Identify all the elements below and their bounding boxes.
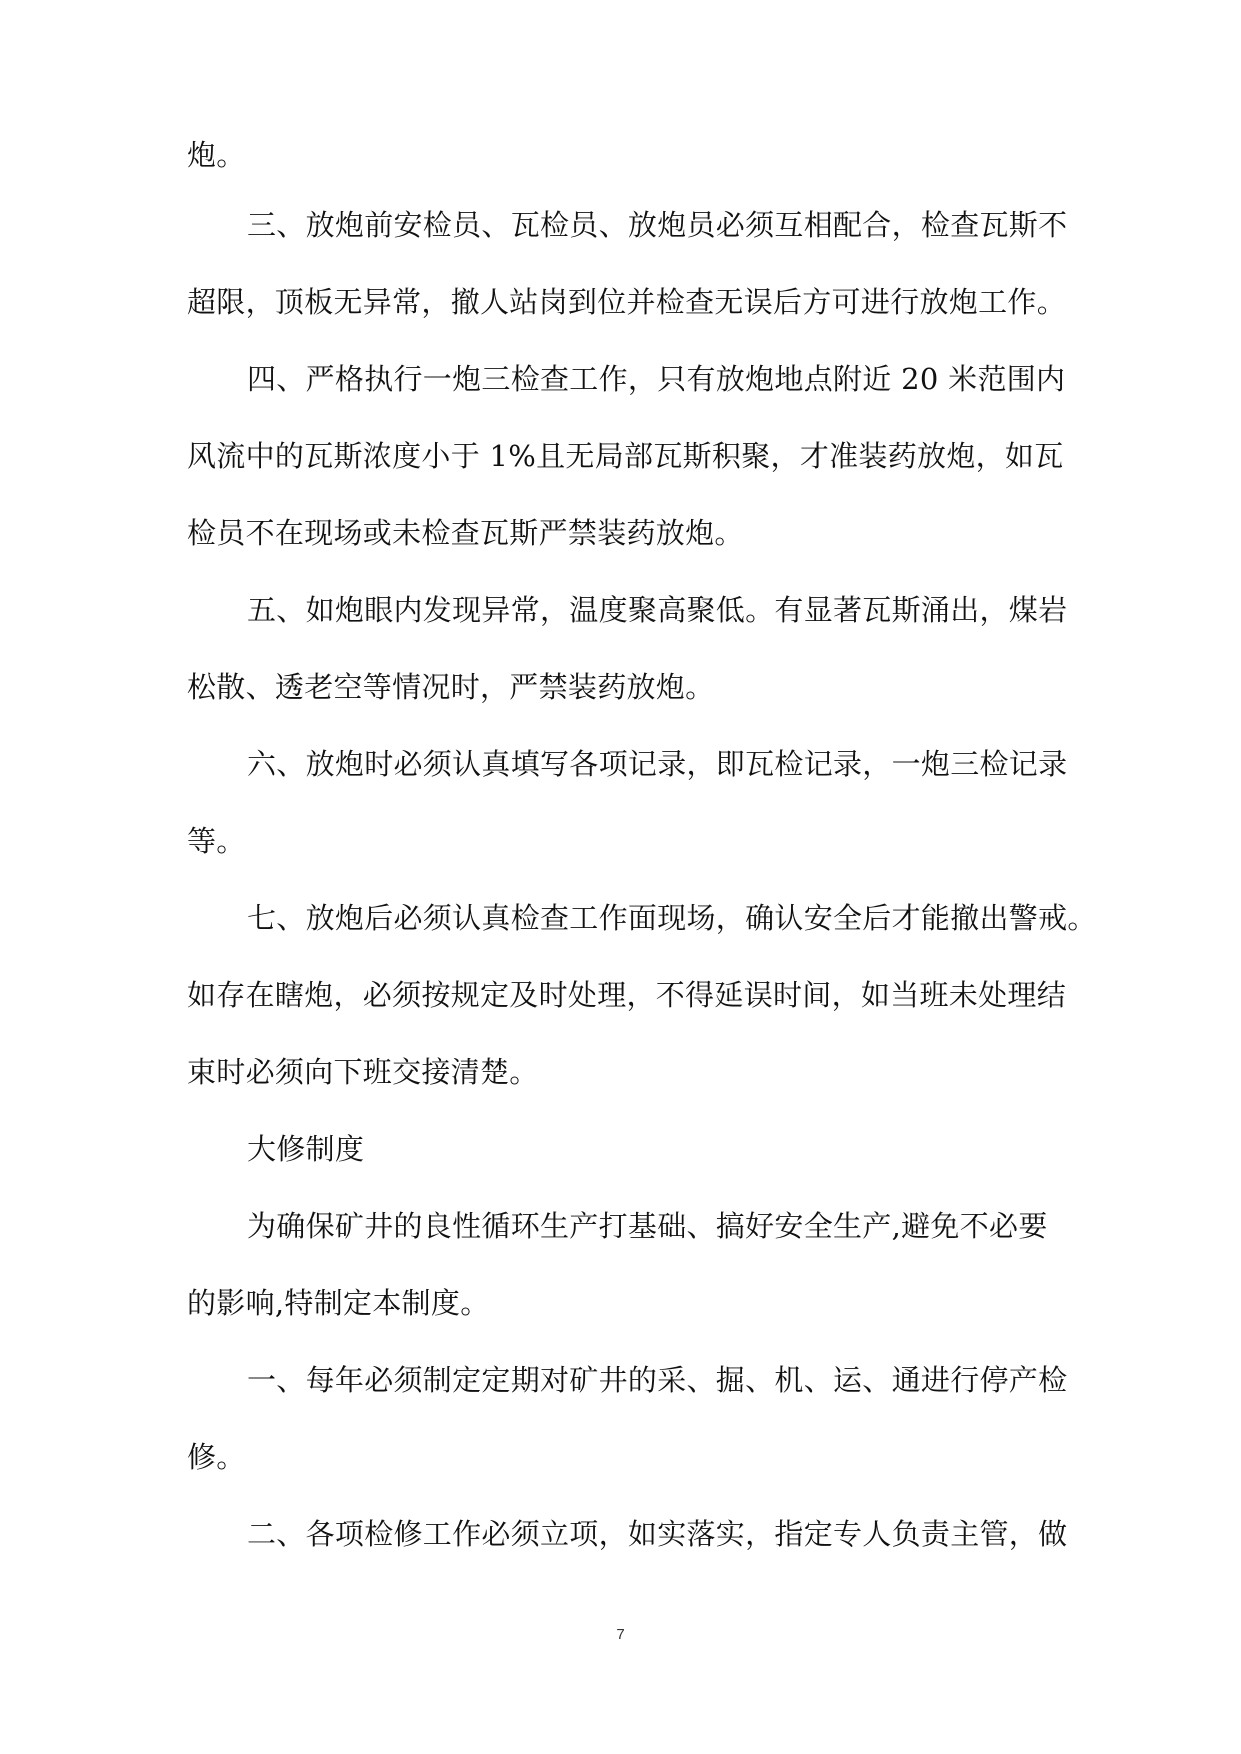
text-line: 的影响,特制定本制度。 [187, 1286, 490, 1320]
section-heading: 大修制度 [247, 1132, 365, 1166]
text-line: 如存在瞎炮，必须按规定及时处理，不得延误时间，如当班未处理结 [187, 978, 1067, 1012]
text-line: 风流中的瓦斯浓度小于 1%且无局部瓦斯积聚，才准装药放炮，如瓦 [187, 439, 1064, 473]
text-line: 修。 [187, 1440, 246, 1474]
text-line: 松散、透老空等情况时，严禁装药放炮。 [187, 670, 715, 704]
text-line: 束时必须向下班交接清楚。 [187, 1055, 539, 1089]
text-line: 七、放炮后必须认真检查工作面现场，确认安全后才能撤出警戒。 [247, 901, 1097, 935]
text-line: 二、各项检修工作必须立项，如实落实，指定专人负责主管，做 [247, 1517, 1068, 1551]
text-line: 一、每年必须制定定期对矿井的采、掘、机、运、通进行停产检 [247, 1363, 1068, 1397]
page-number: 7 [616, 1626, 625, 1643]
text-line: 四、严格执行一炮三检查工作，只有放炮地点附近 20 米范围内 [247, 362, 1066, 396]
text-line: 超限，顶板无异常，撤人站岗到位并检查无误后方可进行放炮工作。 [187, 285, 1067, 319]
text-line: 等。 [187, 824, 246, 858]
text-line: 为确保矿井的良性循环生产打基础、搞好安全生产,避免不必要 [247, 1209, 1048, 1243]
text-line: 六、放炮时必须认真填写各项记录，即瓦检记录，一炮三检记录 [247, 747, 1068, 781]
text-line: 五、如炮眼内发现异常，温度聚高聚低。有显著瓦斯涌出，煤岩 [247, 593, 1068, 627]
text-line: 三、放炮前安检员、瓦检员、放炮员必须互相配合，检查瓦斯不 [247, 208, 1068, 242]
text-line: 炮。 [187, 138, 246, 172]
text-line: 检员不在现场或未检查瓦斯严禁装药放炮。 [187, 516, 744, 550]
